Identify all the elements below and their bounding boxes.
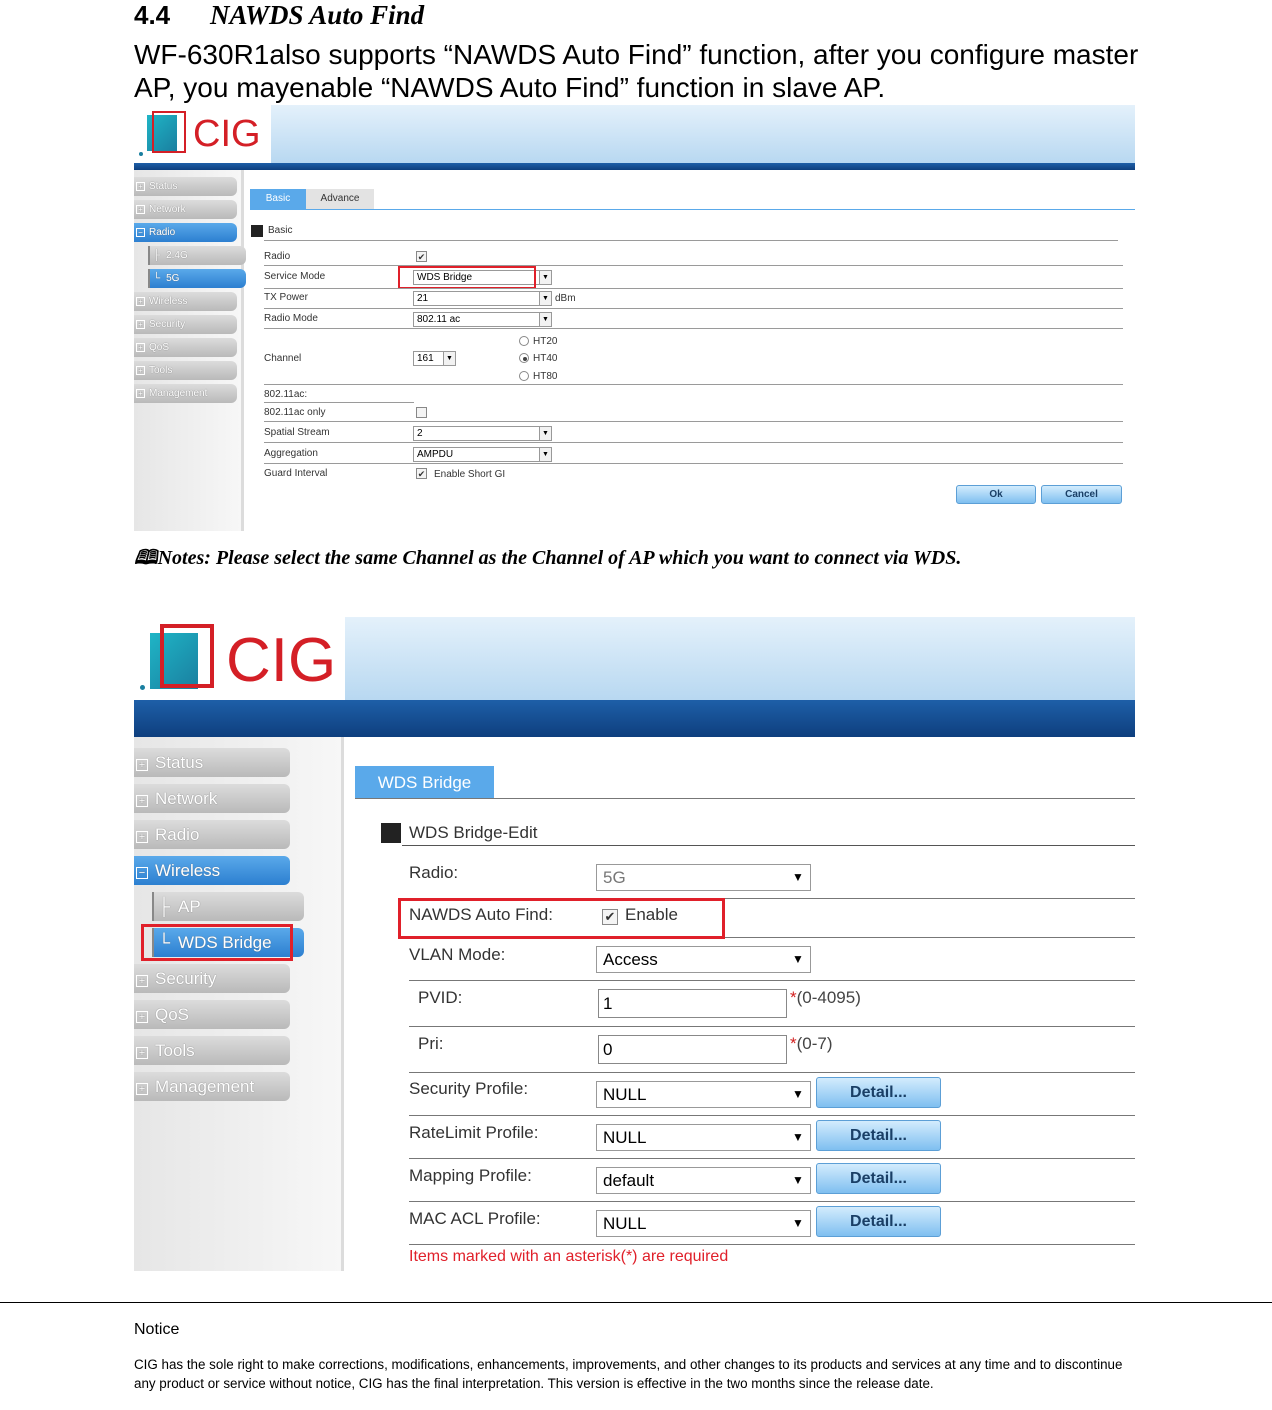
section-marker-icon <box>381 823 401 843</box>
section-marker-icon <box>251 225 263 237</box>
short-gi-checkbox[interactable]: ✔ <box>417 469 426 479</box>
service-mode-label: Service Mode <box>264 271 326 282</box>
tx-power-label: TX Power <box>264 292 308 303</box>
footer-divider <box>0 1302 1272 1303</box>
chevron-down-icon: ▼ <box>539 448 551 461</box>
tx-power-select[interactable]: 21 ▼ <box>413 291 552 306</box>
radio-label: Radio: <box>409 863 459 882</box>
pri-range: *(0-7) <box>790 1034 833 1053</box>
nav-management[interactable]: + Management <box>134 384 237 403</box>
vlan-mode-label: VLAN Mode: <box>409 945 506 964</box>
aggregation-label: Aggregation <box>264 448 318 459</box>
notice-text: CIG has the sole right to make corrections, modifications, enhancements, improvements, and other changes to its products and services at any time and to discontinue any product or service without notice, CIG has the final interpretation. This version is effective in the two months since the release date. <box>134 1357 1123 1391</box>
bandwidth-ht40-label: HT40 <box>533 353 558 364</box>
spatial-stream-label: Spatial Stream <box>264 427 330 438</box>
pvid-range: *(0-4095) <box>790 988 861 1007</box>
radio-enable-checkbox[interactable]: ✔ <box>417 252 426 262</box>
bandwidth-ht40-radio[interactable] <box>519 353 529 363</box>
nawds-enable-checkbox[interactable]: ✔ <box>602 909 618 925</box>
header-bar <box>134 700 1135 737</box>
section-title-wds-edit: WDS Bridge-Edit <box>409 823 538 842</box>
security-profile-select[interactable]: NULL ▼ <box>596 1081 811 1108</box>
cig-logo: CIG <box>134 617 345 700</box>
chevron-down-icon: ▼ <box>786 865 810 890</box>
chevron-down-icon: ▼ <box>443 352 455 365</box>
mapping-profile-select[interactable]: default ▼ <box>596 1167 811 1194</box>
nav-tools[interactable]: + Tools <box>134 361 237 380</box>
ratelimit-profile-select[interactable]: NULL ▼ <box>596 1124 811 1151</box>
nav-wireless-ap[interactable]: ├ AP <box>152 892 304 921</box>
cancel-button[interactable]: Cancel <box>1041 485 1122 504</box>
bandwidth-ht20-label: HT20 <box>533 336 558 347</box>
service-mode-select[interactable]: WDS Bridge ▼ <box>413 270 552 285</box>
nav-security[interactable]: + Security <box>134 315 237 334</box>
mac-acl-profile-select[interactable]: NULL ▼ <box>596 1210 811 1237</box>
nav-security[interactable]: + Security <box>134 964 290 993</box>
nawds-enable-label: Enable <box>625 905 678 924</box>
chevron-down-icon: ▼ <box>786 947 810 972</box>
ac-section-label: 802.11ac: <box>264 389 308 400</box>
ratelimit-profile-detail-button[interactable]: Detail... <box>816 1120 941 1151</box>
pri-label: Pri: <box>418 1034 444 1053</box>
tx-power-unit: dBm <box>555 293 576 304</box>
nav-tools[interactable]: + Tools <box>134 1036 290 1065</box>
mapping-profile-detail-button[interactable]: Detail... <box>816 1163 941 1194</box>
nav-radio[interactable]: − Radio <box>134 223 237 242</box>
nav-wireless[interactable]: + Wireless <box>134 292 237 311</box>
nav-radio-2g[interactable]: ├ 2.4G <box>148 246 246 265</box>
chevron-down-icon: ▼ <box>786 1211 810 1236</box>
spatial-stream-select[interactable]: 2 ▼ <box>413 426 552 441</box>
nav-status[interactable]: + Status <box>134 177 237 196</box>
bandwidth-ht80-label: HT80 <box>533 371 558 382</box>
channel-note: 🕮Notes: Please select the same Channel as the Channel of AP which you want to connect via WDS. <box>134 547 962 569</box>
tab-wds-bridge[interactable]: WDS Bridge <box>355 766 494 799</box>
nav-radio[interactable]: + Radio <box>134 820 290 849</box>
header-banner <box>134 105 1135 163</box>
chevron-down-icon: ▼ <box>539 271 551 284</box>
mac-acl-profile-detail-button[interactable]: Detail... <box>816 1206 941 1237</box>
nav-qos[interactable]: + QoS <box>134 1000 290 1029</box>
bandwidth-ht80-radio[interactable] <box>519 371 529 381</box>
bandwidth-ht20-radio[interactable] <box>519 336 529 346</box>
screenshot-wds-bridge <box>134 617 1135 1271</box>
pri-input[interactable]: 0 <box>598 1035 787 1064</box>
chevron-down-icon: ▼ <box>539 313 551 326</box>
pvid-label: PVID: <box>418 988 463 1007</box>
nav-radio-5g[interactable]: └ 5G <box>148 269 246 288</box>
nawds-highlight <box>398 898 725 939</box>
chevron-down-icon: ▼ <box>786 1125 810 1150</box>
radio-mode-label: Radio Mode <box>264 313 318 324</box>
header-bar <box>134 163 1135 170</box>
notice-title: Notice <box>134 1321 180 1338</box>
chevron-down-icon: ▼ <box>539 292 551 305</box>
nav-qos[interactable]: + QoS <box>134 338 237 357</box>
screenshot-radio-basic <box>134 105 1135 531</box>
nawds-label: NAWDS Auto Find: <box>409 905 553 924</box>
ok-button[interactable]: Ok <box>956 485 1036 504</box>
book-icon: 🕮 <box>134 547 158 569</box>
intro-paragraph: WF-630R1also supports “NAWDS Auto Find” function, after you configure master AP, you mayenable “NAWDS Auto Find” function in slave AP. <box>134 39 1139 103</box>
security-profile-label: Security Profile: <box>409 1079 529 1098</box>
required-note: Items marked with an asterisk(*) are required <box>409 1248 729 1265</box>
vlan-mode-select[interactable]: Access ▼ <box>596 946 811 973</box>
nav-status[interactable]: + Status <box>134 748 290 777</box>
nav-wireless-wds-bridge[interactable]: └ WDS Bridge <box>152 928 304 957</box>
section-number: 4.4 <box>134 0 171 30</box>
pvid-input[interactable]: 1 <box>598 989 787 1018</box>
ac-only-label: 802.11ac only <box>264 407 326 418</box>
chevron-down-icon: ▼ <box>539 427 551 440</box>
mac-acl-profile-label: MAC ACL Profile: <box>409 1209 541 1228</box>
channel-select[interactable]: 161 ▼ <box>413 351 456 366</box>
section-title: NAWDS Auto Find <box>210 0 425 30</box>
mapping-profile-label: Mapping Profile: <box>409 1166 532 1185</box>
chevron-down-icon: ▼ <box>786 1168 810 1193</box>
wds-bridge-nav-highlight <box>141 924 293 961</box>
section-title-basic: Basic <box>268 225 293 236</box>
guard-interval-label: Guard Interval <box>264 468 328 479</box>
tab-basic[interactable]: Basic <box>250 189 306 209</box>
channel-label: Channel <box>264 353 302 364</box>
ac-only-checkbox[interactable] <box>416 407 427 418</box>
aggregation-select[interactable]: AMPDU ▼ <box>413 447 552 462</box>
nav-wireless[interactable]: − Wireless <box>134 856 290 885</box>
radio-mode-select[interactable]: 802.11 ac ▼ <box>413 312 552 327</box>
nav-network[interactable]: + Network <box>134 200 237 219</box>
tab-advance[interactable]: Advance <box>306 189 374 209</box>
nav-network[interactable]: + Network <box>134 784 290 813</box>
ratelimit-profile-label: RateLimit Profile: <box>409 1123 539 1142</box>
cig-logo: CIG <box>134 105 271 163</box>
chevron-down-icon: ▼ <box>786 1082 810 1107</box>
short-gi-label: Enable Short GI <box>434 469 506 480</box>
radio-select[interactable]: 5G ▼ <box>596 864 811 891</box>
nav-management[interactable]: + Management <box>134 1072 290 1101</box>
service-mode-highlight <box>398 266 536 289</box>
security-profile-detail-button[interactable]: Detail... <box>816 1077 941 1108</box>
radio-label: Radio <box>264 251 291 262</box>
